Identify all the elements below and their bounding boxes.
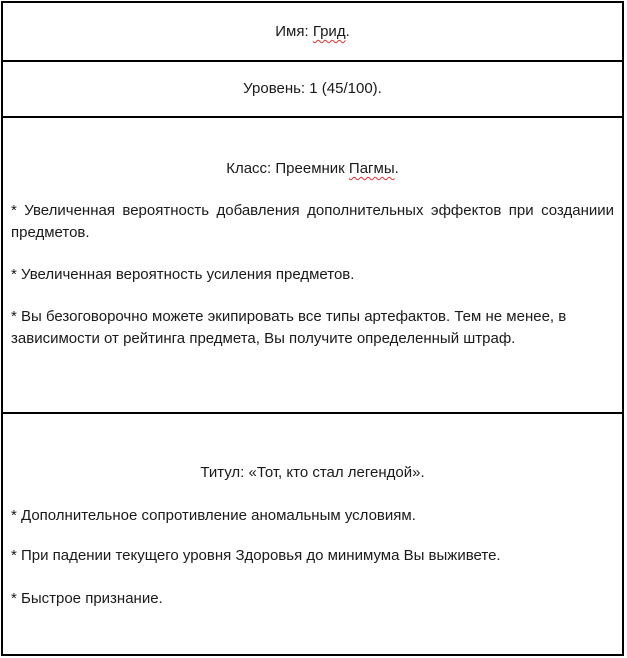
title-row xyxy=(3,414,622,654)
title-bonus: * При падении текущего уровня Здоровья до минимума Вы выживете. xyxy=(11,547,501,564)
class-bonus: * Вы безоговорочно можете экипировать все типы артефактов. Тем не менее, в зависимости от рейтинга предмета, Вы получите определенный штраф. xyxy=(11,308,567,347)
class-bonus: * Увеличенная вероятность добавления дополнительных эффектов при созданиии предметов. xyxy=(11,202,614,241)
title-bonus: * Быстрое признание. xyxy=(11,590,163,607)
name-row xyxy=(3,3,622,62)
class-label: Класс: Преемник xyxy=(226,160,349,177)
class-row xyxy=(3,118,622,414)
name-value: Грид xyxy=(312,23,346,40)
level-row xyxy=(3,62,622,118)
level-text: Уровень: 1 (45/100). xyxy=(243,80,382,97)
character-stats-table xyxy=(1,1,624,656)
class-line xyxy=(11,158,614,180)
title-bonus: * Дополнительное сопротивление аномальным условиям. xyxy=(11,507,416,524)
title-text: Титул: «Тот, кто стал легендой». xyxy=(200,464,425,481)
class-bonus: * Увеличенная вероятность усиления предметов. xyxy=(11,266,355,283)
name-end: . xyxy=(345,23,350,40)
class-value: Пагмы xyxy=(348,160,395,177)
class-end: . xyxy=(394,160,399,177)
name-label: Имя: xyxy=(275,23,313,40)
name-line xyxy=(11,21,614,43)
